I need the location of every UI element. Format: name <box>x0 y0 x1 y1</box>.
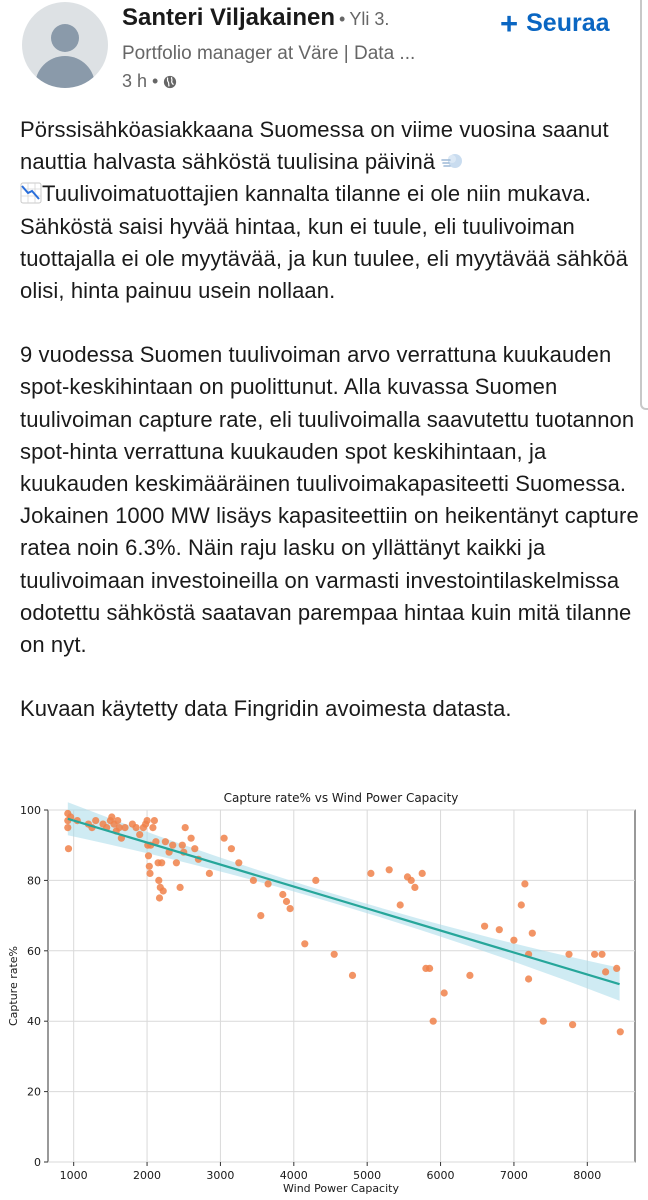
post-paragraph-2: 9 vuodessa Suomen tuulivoiman arvo verrattuna kuukauden spot-keskihintaan on puolittunut. Alla kuvassa Suomen tuulivoiman capture rate, eli tuulivoimalla saavutettu tuotannon spot-hinta verrattuna kuukauden spot keskihintaan, ja kuukauden keskimääräinen tuulivoimakapasiteetti Suomessa. Jokainen 1000 MW lisäys kapasiteettiin on heikentänyt capture ratea noin 6.3%. Näin raju lasku on yllättänyt kaikki ja tuulivoimaan investoineilla on varmasti investointilaskelmissa odotettu sähköstä saatavan parempaa hintaa kuin mitä tilanne on nyt. <box>20 342 639 658</box>
post-time: 3 h • <box>122 71 159 91</box>
data-point <box>591 951 598 958</box>
y-axis-label: Capture rate% <box>7 945 20 1027</box>
data-point <box>529 930 536 937</box>
data-point <box>283 898 290 905</box>
data-point <box>162 838 169 845</box>
data-point <box>598 951 605 958</box>
data-point <box>92 817 99 824</box>
data-point <box>169 842 176 849</box>
data-point <box>301 940 308 947</box>
data-point <box>481 923 488 930</box>
data-point <box>173 859 180 866</box>
data-point <box>419 870 426 877</box>
data-point <box>441 989 448 996</box>
data-point <box>235 859 242 866</box>
data-point <box>188 835 195 842</box>
y-tick-label: 60 <box>27 944 41 958</box>
data-point <box>386 866 393 873</box>
data-point <box>525 975 532 982</box>
x-tick-label: 3000 <box>206 1169 235 1182</box>
data-point <box>228 845 235 852</box>
data-point <box>177 884 184 891</box>
x-tick-label: 7000 <box>499 1169 528 1182</box>
post-paragraph-1 <box>20 114 640 307</box>
data-point <box>617 1028 624 1035</box>
chart-decreasing-icon <box>20 182 42 204</box>
data-point <box>151 817 158 824</box>
data-point <box>411 884 418 891</box>
data-point <box>521 880 528 887</box>
x-tick-label: 4000 <box>279 1169 308 1182</box>
data-point <box>146 863 153 870</box>
data-point <box>408 877 415 884</box>
wind-face-icon <box>441 150 463 172</box>
avatar[interactable] <box>22 2 108 88</box>
separator-dot: • <box>339 9 346 29</box>
author-name[interactable]: Santeri Viljakainen <box>122 4 335 31</box>
data-point <box>569 1021 576 1028</box>
chart-title: Capture rate% vs Wind Power Capacity <box>223 791 459 805</box>
data-point <box>518 901 525 908</box>
x-ticks <box>60 1162 602 1182</box>
chart-image[interactable] <box>0 780 648 1200</box>
data-point <box>466 972 473 979</box>
author-line <box>122 4 389 32</box>
data-point <box>397 901 404 908</box>
y-tick-label: 40 <box>27 1015 41 1029</box>
data-point <box>367 870 374 877</box>
data-point <box>613 965 620 972</box>
data-point <box>114 817 121 824</box>
data-point <box>565 951 572 958</box>
post-meta <box>122 71 177 92</box>
data-point <box>146 870 153 877</box>
data-point <box>156 894 163 901</box>
x-axis-label: Wind Power Capacity <box>283 1182 399 1195</box>
data-point <box>160 887 167 894</box>
x-tick-label: 6000 <box>426 1169 455 1182</box>
data-point <box>540 1018 547 1025</box>
data-point <box>133 824 140 831</box>
data-point <box>145 852 152 859</box>
data-point <box>121 824 128 831</box>
data-point <box>221 835 228 842</box>
post-text-1b: Tuulivoimatuottajien kannalta tilanne ei ole niin mukava. Sähköstä saisi hyvää hintaa, kun ei tuule, eli tuulivoiman tuottajalla ei ole myytävää, ja kun tuulee, eli myytävää sähköä olisi, hinta painuu usein nollaan. <box>20 181 628 304</box>
data-point <box>158 859 165 866</box>
post-body <box>20 114 640 757</box>
y-tick-label: 80 <box>27 874 41 888</box>
data-point <box>64 824 71 831</box>
data-point <box>312 877 319 884</box>
connection-degree: Yli 3. <box>349 9 390 29</box>
plot-area <box>48 810 635 1162</box>
data-point <box>257 912 264 919</box>
x-tick-label: 8000 <box>573 1169 602 1182</box>
data-point <box>510 937 517 944</box>
author-headline[interactable]: Portfolio manager at Väre | Data ... <box>122 43 416 64</box>
data-point <box>155 877 162 884</box>
data-point <box>250 877 257 884</box>
y-tick-label: 0 <box>34 1156 41 1169</box>
x-tick-label: 2000 <box>133 1169 162 1182</box>
data-point <box>349 972 356 979</box>
y-tick-label: 100 <box>20 804 41 817</box>
data-point <box>331 951 338 958</box>
post-paragraph-3: Kuvaan käytetty data Fingridin avoimesta datasta. <box>20 696 512 722</box>
x-tick-label: 5000 <box>353 1169 382 1182</box>
x-tick-label: 1000 <box>59 1169 88 1182</box>
data-point <box>206 870 213 877</box>
data-point <box>496 926 503 933</box>
y-ticks <box>20 804 48 1169</box>
scatter-chart <box>0 780 648 1200</box>
data-point <box>65 845 72 852</box>
data-point <box>279 891 286 898</box>
data-point <box>426 965 433 972</box>
follow-label: Seuraa <box>526 8 610 37</box>
data-point <box>430 1018 437 1025</box>
data-point <box>265 880 272 887</box>
y-tick-label: 20 <box>27 1085 41 1099</box>
scroll-edge <box>640 0 648 410</box>
data-point <box>182 824 189 831</box>
plus-icon: + <box>500 5 519 41</box>
data-point <box>136 831 143 838</box>
data-point <box>602 968 609 975</box>
follow-button[interactable] <box>500 6 610 40</box>
post-header <box>0 0 648 110</box>
globe-icon <box>163 75 177 89</box>
data-point <box>144 817 151 824</box>
data-point <box>149 824 156 831</box>
data-point <box>179 842 186 849</box>
post-text-1: Pörssisähköasiakkaana Suomessa on viime vuosina saanut nauttia halvasta sähköstä tuulisina päivinä <box>20 117 609 175</box>
data-point <box>287 905 294 912</box>
data-point <box>191 845 198 852</box>
